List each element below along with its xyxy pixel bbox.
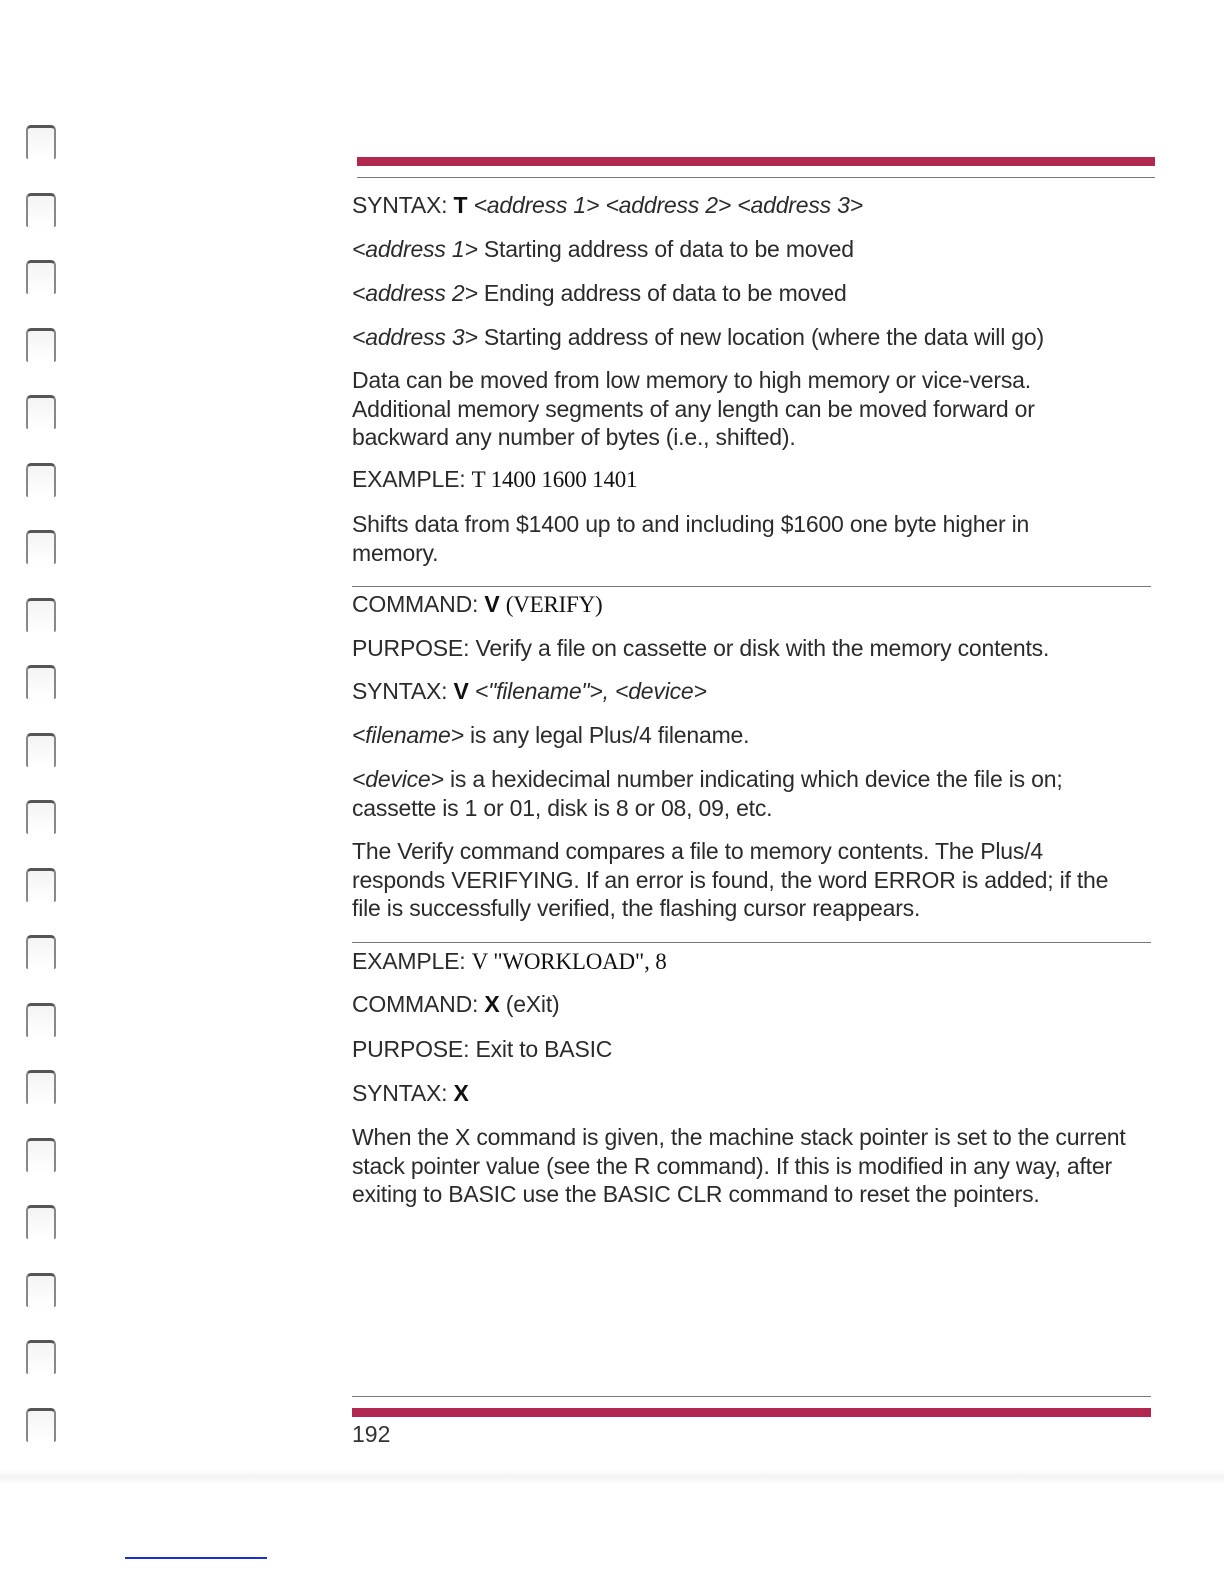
t-example-line <box>352 465 1156 495</box>
syntax-args: <"filename">, <device> <box>474 678 707 704</box>
t-description: Data can be moved from low memory to high memory or vice-versa. Additional memory segments of any length can be moved forward or backward any number of bytes (i.e., shifted). <box>352 367 1035 450</box>
binding-ring <box>26 1003 56 1037</box>
binding-ring <box>26 1138 56 1172</box>
section-divider <box>352 942 1151 943</box>
purpose-text: Exit to BASIC <box>475 1036 613 1062</box>
header-rule-thin <box>357 177 1155 178</box>
page-number: 192 <box>352 1421 391 1447</box>
syntax-label: SYNTAX: <box>352 1080 448 1106</box>
purpose-label: PURPOSE: <box>352 635 470 661</box>
command-letter: X <box>484 991 500 1017</box>
v-description: The Verify command compares a file to memory contents. The Plus/4 responds VERIFYING. If an error is found, the word ERROR is added; if the file is successfully verified, the flashing cursor reappears. <box>352 838 1109 921</box>
syntax-command: V <box>453 678 469 704</box>
purpose-label: PURPOSE: <box>352 1036 470 1062</box>
binding-ring <box>26 260 56 294</box>
v-syntax-line <box>352 677 1156 706</box>
command-label: COMMAND: <box>352 591 479 617</box>
param-name: <address 1> <box>352 236 478 262</box>
param-name: <filename> <box>352 722 464 748</box>
t-param-address-3 <box>352 323 1156 352</box>
footer-rule-thick <box>352 1408 1151 1417</box>
binding-ring <box>26 1205 56 1239</box>
param-desc: is a hexidecimal number indicating which device the file is on; cassette is 1 or 01, disk is 8 or 08, 09, etc. <box>352 766 1063 821</box>
footer-rule-thin <box>352 1396 1151 1397</box>
binding-ring <box>26 395 56 429</box>
binding-ring <box>26 1070 56 1104</box>
param-desc: Starting address of data to be moved <box>483 236 854 262</box>
example-label: EXAMPLE: <box>352 948 466 974</box>
binding-ring <box>26 733 56 767</box>
v-purpose-line <box>352 634 1156 663</box>
binding-ring <box>26 935 56 969</box>
header-rule-thick <box>357 157 1155 166</box>
syntax-label: SYNTAX: <box>352 192 448 218</box>
x-purpose-line <box>352 1035 1156 1064</box>
syntax-args: <address 1> <address 2> <address 3> <box>473 192 863 218</box>
param-desc: is any legal Plus/4 filename. <box>470 722 750 748</box>
v-device-param <box>352 765 1142 822</box>
t-example-desc: Shifts data from $1400 up to and including $1600 one byte higher in memory. <box>352 511 1030 566</box>
binding-ring <box>26 193 56 227</box>
param-desc: Starting address of new location (where the data will go) <box>483 324 1044 350</box>
binding-ring <box>26 463 56 497</box>
binding-ring <box>26 1340 56 1374</box>
v-example-line <box>352 947 1156 977</box>
binding-ring <box>26 125 56 159</box>
param-name: <address 2> <box>352 280 478 306</box>
scan-shadow <box>0 1470 1224 1484</box>
binding-ring <box>26 598 56 632</box>
command-name: (eXit) <box>505 991 560 1017</box>
purpose-text: Verify a file on cassette or disk with the memory contents. <box>475 635 1050 661</box>
spiral-binding <box>26 0 66 1584</box>
t-param-address-1 <box>352 235 1156 264</box>
bottom-underline <box>125 1557 267 1559</box>
binding-ring <box>26 530 56 564</box>
example-code: T 1400 1600 1401 <box>471 467 638 492</box>
section-divider <box>352 586 1151 587</box>
binding-ring <box>26 328 56 362</box>
v-filename-param <box>352 721 1156 750</box>
binding-ring <box>26 800 56 834</box>
example-code: V "WORKLOAD", 8 <box>471 949 667 974</box>
syntax-command: T <box>453 192 468 218</box>
command-letter: V <box>484 591 500 617</box>
syntax-command: X <box>453 1080 469 1106</box>
t-param-address-2 <box>352 279 1156 308</box>
param-name: <address 3> <box>352 324 478 350</box>
binding-ring <box>26 868 56 902</box>
binding-ring <box>26 1408 56 1442</box>
x-command-line <box>352 990 1156 1019</box>
example-label: EXAMPLE: <box>352 466 466 492</box>
syntax-label: SYNTAX: <box>352 678 448 704</box>
param-desc: Ending address of data to be moved <box>483 280 847 306</box>
v-command-line <box>352 590 1156 620</box>
command-name: (VERIFY) <box>505 592 603 617</box>
x-syntax-line <box>352 1079 1156 1108</box>
t-syntax-line <box>352 191 1156 220</box>
command-label: COMMAND: <box>352 991 479 1017</box>
x-description: When the X command is given, the machine stack pointer is set to the current stack pointer value (see the R command). If this is modified in any way, after exiting to BASIC use the BASIC CLR command to reset the pointers. <box>352 1124 1126 1207</box>
param-name: <device> <box>352 766 444 792</box>
binding-ring <box>26 665 56 699</box>
binding-ring <box>26 1273 56 1307</box>
